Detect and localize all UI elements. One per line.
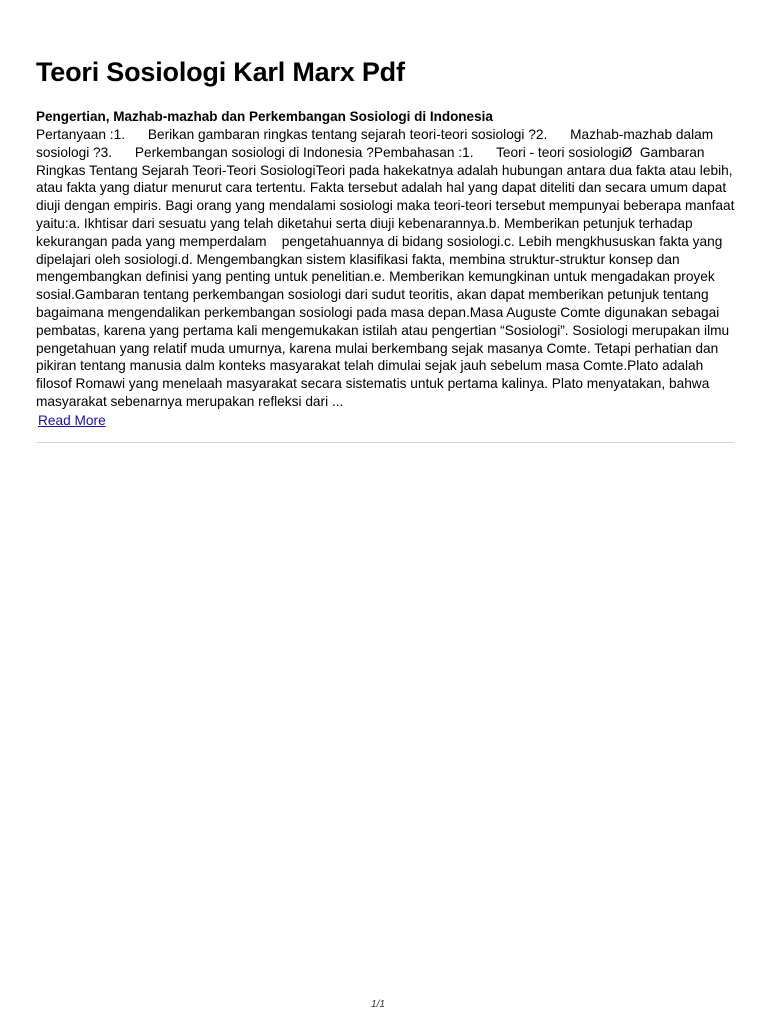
- page-number: 1/1: [371, 999, 385, 1010]
- article: [36, 108, 739, 430]
- article-body: Pertanyaan :1. Berikan gambaran ringkas tentang sejarah teori-teori sosiologi ?2. Mazhab-mazhab dalam sosiologi ?3. Perkembangan sosiologi di Indonesia ?Pembahasan :1. Teori - teori sosiologiØ Gambaran Ringkas Tentang Sejarah Teori-Teori SosiologiTeori pada hakekatnya adalah hubungan antara dua fakta atau lebih, atau fakta yang diatur menurut cara tertentu. Fakta tersebut adalah hal yang dapat diteliti dan secara umum dapat diuji dengan empiris. Bagi orang yang mendalami sosiologi maka teori-teori tersebut mempunyai beberapa manfaat yaitu:a. Ikhtisar dari sesuatu yang telah diketahui serta diuji kebenarannya.b. Memberikan petunjuk terhadap kekurangan pada yang memperdalam pengetahuannya di bidang sosiologi.c. Lebih mengkhususkan fakta yang dipelajari oleh sosiologi.d. Mengembangkan sistem klasifikasi fakta, membina struktur-struktur konsep dan mengembangkan definisi yang penting untuk penelitian.e. Memberikan kemungkinan untuk mengadakan proyek sosial.Gambaran tentang perkembangan sosiologi dari sudut teoritis, akan dapat memberikan petunjuk tentang bagaimana mengendalikan perkembangan sosiologi pada masa depan.Masa Auguste Comte digunakan sebagai pembatas, karena yang pertama kali mengemukakan istilah atau pengertian “Sosiologi”. Sosiologi merupakan ilmu pengetahuan yang relatif muda umurnya, karena mulai berkembang sejak masanya Comte. Tetapi perhatian dan pikiran tentang manusia dalm konteks masyarakat telah dimulai sejak jauh sebelum masa Comte.Plato adalah filosof Romawi yang menelaah masyarakat secara sistematis untuk pertama kalinya. Plato menyatakan, bahwa masyarakat sebenarnya merupakan refleksi dari ...: [36, 127, 739, 409]
- page-title: Teori Sosiologi Karl Marx Pdf: [36, 57, 405, 87]
- article-heading: Pengertian, Mazhab-mazhab dan Perkembangan Sosiologi di Indonesia: [36, 109, 493, 124]
- read-more-link[interactable]: Read More: [38, 412, 106, 428]
- divider: [36, 442, 734, 443]
